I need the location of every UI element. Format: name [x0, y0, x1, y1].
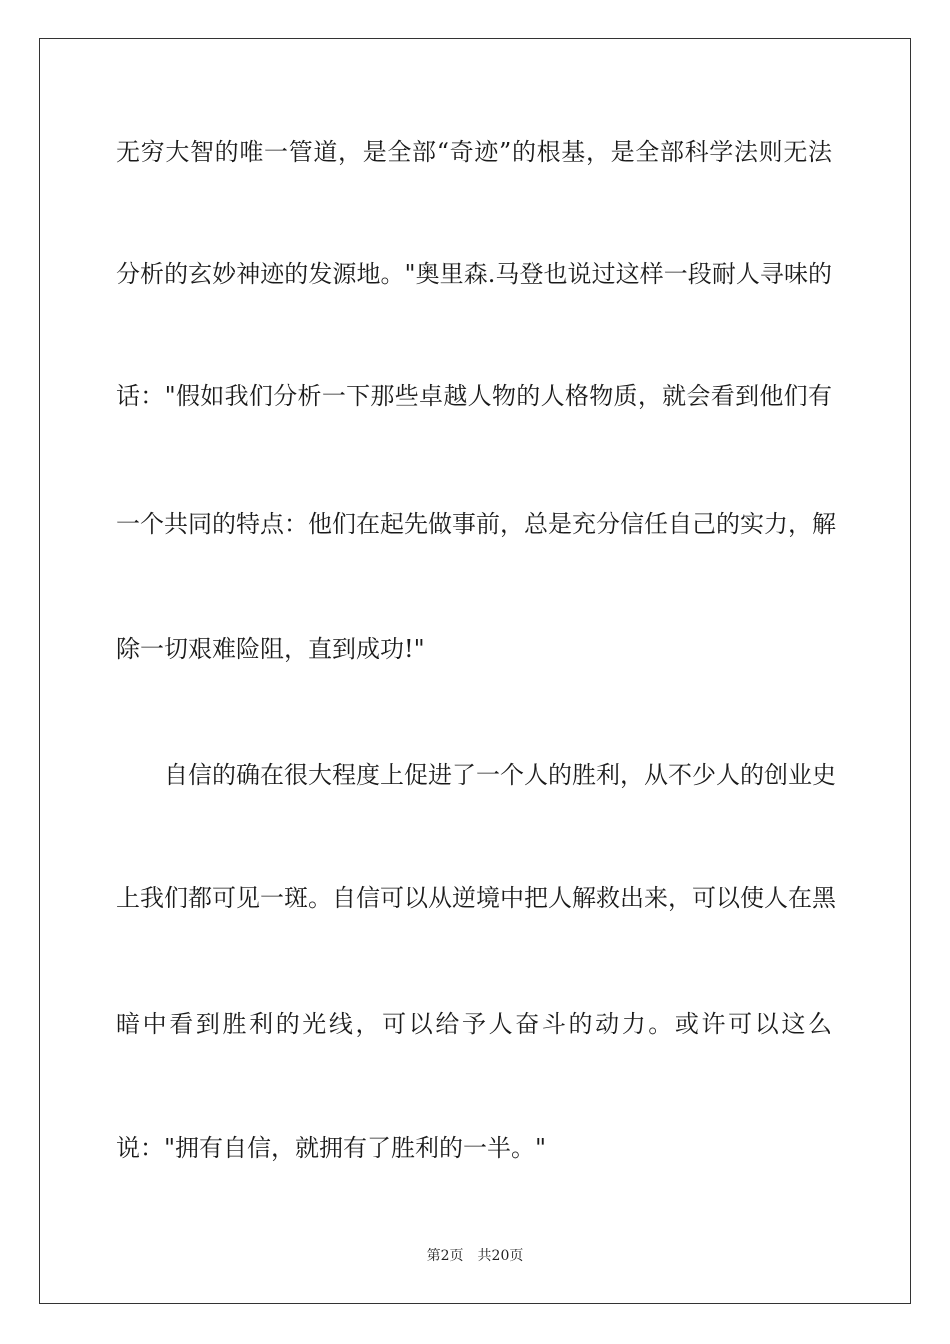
current-page-number: 第2页 [426, 1248, 464, 1264]
text-line-2: 分析的玄妙神迹的发源地。"奥里森.马登也说过这样一段耐人寻味的 [116, 260, 832, 288]
page-footer [0, 1247, 950, 1265]
text-line-4: 一个共同的特点：他们在起先做事前，总是充分信任自己的实力，解 [116, 510, 836, 538]
text-line-9: 说："拥有自信，就拥有了胜利的一半。" [116, 1134, 547, 1162]
total-page-count: 共20页 [477, 1248, 524, 1264]
text-line-6: 自信的确在很大程度上促进了一个人的胜利，从不少人的创业史 [164, 761, 836, 789]
text-line-7: 上我们都可见一斑。自信可以从逆境中把人解救出来，可以使人在黑 [116, 884, 836, 912]
text-line-1: 无穷大智的唯一管道，是全部“奇迹”的根基，是全部科学法则无法 [116, 138, 832, 166]
text-line-3: 话："假如我们分析一下那些卓越人物的人格物质，就会看到他们有 [116, 382, 832, 410]
text-line-5: 除一切艰难险阻，直到成功!" [116, 635, 425, 663]
page-border [39, 38, 911, 1304]
text-line-8: 暗中看到胜利的光线，可以给予人奋斗的动力。或许可以这么 [116, 1010, 832, 1038]
